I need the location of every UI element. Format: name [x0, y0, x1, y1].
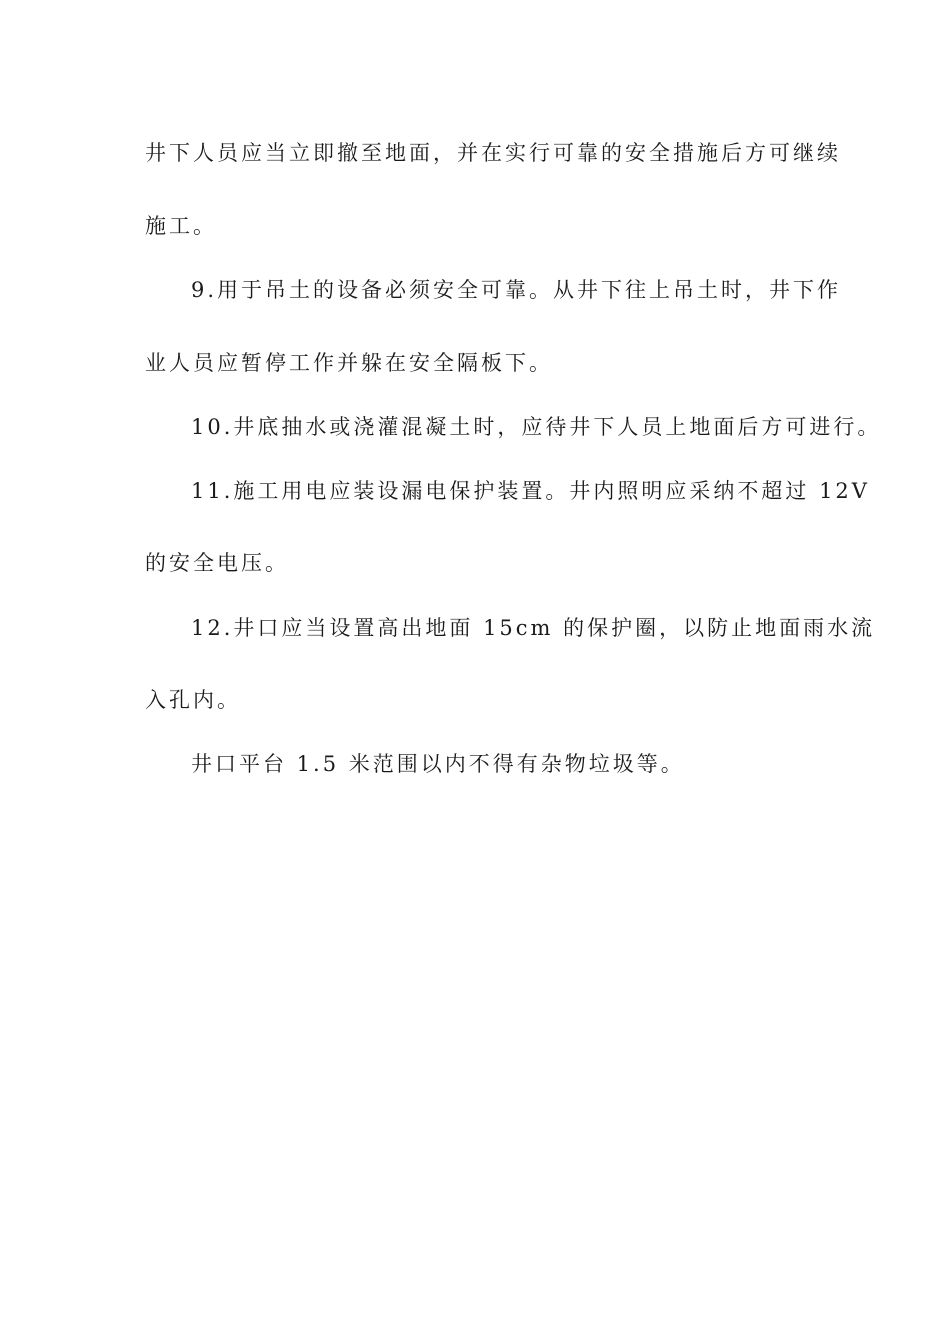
item-11-line-2: 的安全电压。 [145, 551, 289, 575]
item-9-line-2: 业人员应暂停工作并躲在安全隔板下。 [145, 351, 553, 375]
item-12-line-1: 12.井口应当设置高出地面 15cm 的保护圈，以防止地面雨水流 [191, 616, 876, 640]
item-10-line-1: 10.井底抽水或浇灌混凝土时，应待井下人员上地面后方可进行。 [191, 415, 882, 439]
item-9-line-1: 9.用于吊土的设备必须安全可靠。从井下往上吊土时，井下作 [191, 278, 842, 302]
item-11-line-1: 11.施工用电应装设漏电保护装置。井内照明应采纳不超过 12V [191, 479, 870, 503]
text-line-1: 井下人员应当立即撤至地面，并在实行可靠的安全措施后方可继续 [145, 141, 841, 165]
text-line-2: 施工。 [145, 214, 217, 238]
closing-line: 井口平台 1.5 米范围以内不得有杂物垃圾等。 [191, 752, 685, 776]
item-12-line-2: 入孔内。 [145, 688, 241, 712]
